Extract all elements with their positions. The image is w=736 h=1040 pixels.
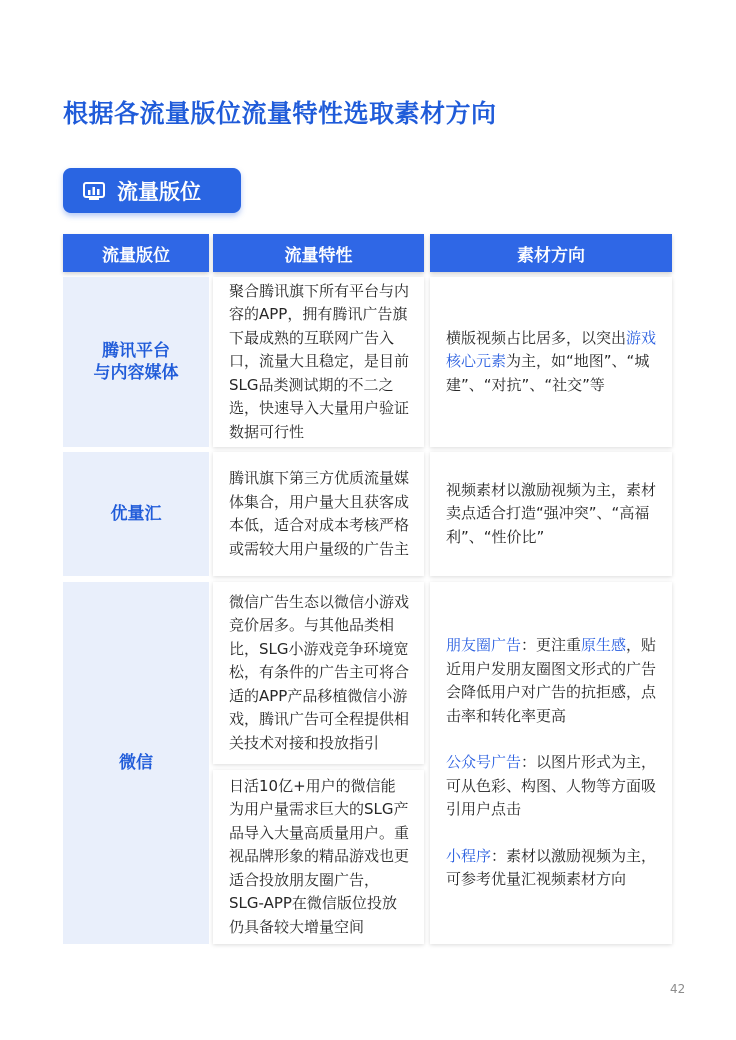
page-number: 42: [670, 982, 686, 996]
direction-text-b: 为主，如“地图”、“城建”、“对抗”、“社交”等: [446, 352, 650, 394]
section-label: 流量版位: [117, 179, 201, 204]
placement-label: 微信: [119, 753, 153, 773]
traits-text: 聚合腾讯旗下所有平台与内容的APP，拥有腾讯广告旗下最成熟的互联网广告入口，流量大且稳定，是目前SLG品类测试期的不二之选，快速导入大量用户验证数据可行性: [229, 281, 410, 441]
direction-item-highlight: 原生感: [581, 636, 627, 655]
direction-cell-wechat: [430, 582, 672, 944]
direction-item-text-a: ：更注重: [521, 636, 582, 655]
direction-item-mini-program: [446, 845, 658, 892]
direction-item-label: 朋友圈广告: [446, 636, 522, 655]
traits-cell-wechat-2: [213, 770, 424, 944]
direction-item-text: ：素材以激励视频为主，可参考优量汇视频素材方向: [446, 846, 657, 889]
direction-item-label: 小程序: [446, 846, 492, 865]
placement-cell-wechat: [63, 582, 209, 944]
direction-text-a: 横版视频占比居多，以突出: [446, 328, 627, 347]
traits-cell-youlianghui: [213, 452, 424, 576]
direction-item-text-b: ，贴近用户发朋友圈图文形式的广告会降低用户对广告的抗拒感，点击率和转化率更高: [446, 636, 657, 725]
direction-text: 视频素材以激励视频为主，素材卖点适合打造“强冲突”、“高福利”、“性价比”: [446, 480, 657, 546]
header-traits: 流量特性: [213, 234, 424, 272]
header-direction: 素材方向: [430, 234, 672, 272]
placement-label: 优量汇: [110, 504, 162, 524]
placement-label-line1: 腾讯平台: [102, 341, 170, 361]
direction-cell-tencent: [430, 277, 672, 447]
traits-cell-tencent: [213, 277, 424, 447]
direction-item-label: 公众号广告: [446, 753, 522, 772]
direction-cell-youlianghui: [430, 452, 672, 576]
direction-highlight: 游戏核心元素: [446, 328, 657, 371]
bar-chart-icon: [83, 182, 105, 200]
placement-label-line2: 与内容媒体: [93, 363, 179, 383]
traits-text: 日活10亿+用户的微信能为用户量需求巨大的SLG产品导入大量高质量用户。重视品牌形象的精品游戏也更适合投放朋友圈广告，SLG-APP在微信版位投放仍具备较大增量空间: [229, 776, 410, 936]
direction-text: [430, 327, 672, 398]
direction-item-official-account: [446, 751, 658, 822]
placement-cell-tencent: [63, 277, 209, 447]
direction-item-text: ：以图片形式为主，可从色彩、构图、人物等方面吸引用户点击: [446, 753, 657, 819]
placement-cell-youlianghui: [63, 452, 209, 576]
page-title: 根据各流量版位流量特性选取素材方向: [63, 99, 497, 128]
direction-list: [430, 634, 672, 892]
traits-text: 腾讯旗下第三方优质流量媒体集合，用户量大且获客成本低，适合对成本考核严格或需较大用户量级的广告主: [229, 469, 410, 558]
traits-text: 微信广告生态以微信小游戏竞价居多。与其他品类相比，SLG小游戏竞争环境宽松，有条件的广告主可将合适的APP产品移植微信小游戏，腾讯广告可全程提供相关技术对接和投放指引: [229, 592, 410, 752]
direction-item-moments: [446, 634, 658, 728]
header-placement: 流量版位: [63, 234, 209, 272]
traits-cell-wechat-1: [213, 582, 424, 764]
section-heading: [63, 168, 241, 213]
